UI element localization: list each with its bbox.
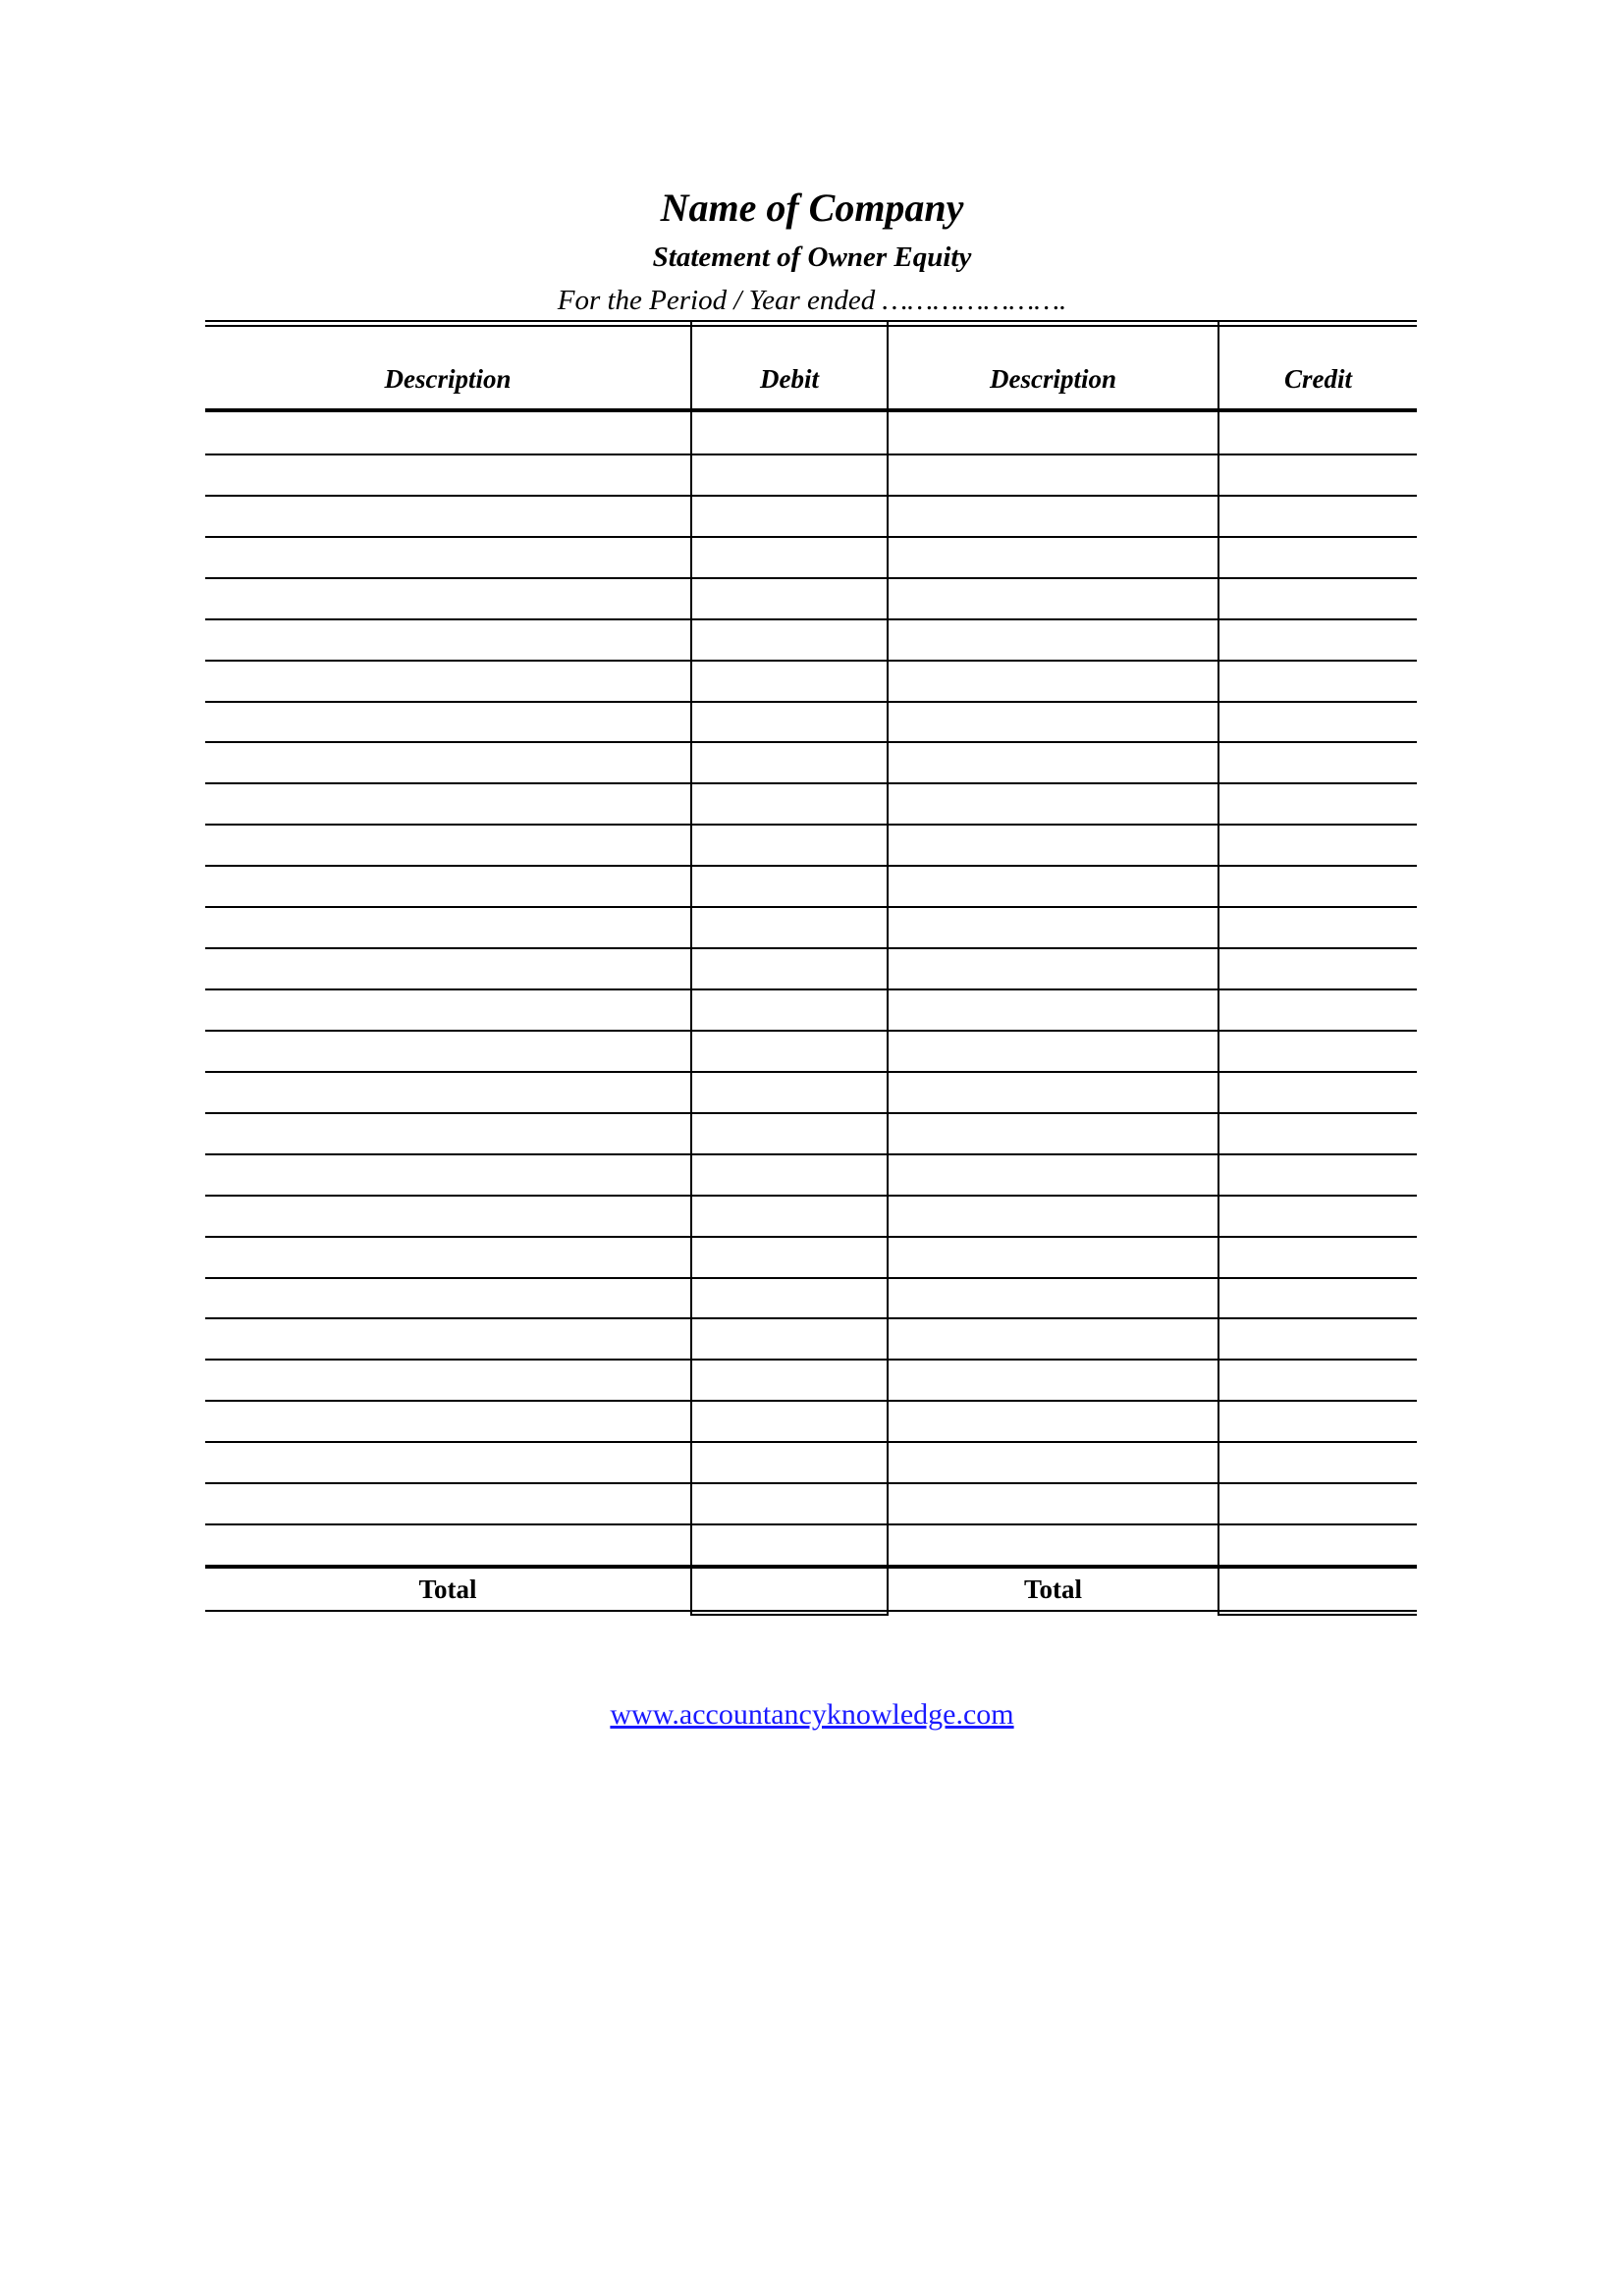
ledger-table	[205, 320, 1417, 1616]
row-rule	[205, 741, 1417, 743]
row-rule	[205, 865, 1417, 867]
row-rule	[205, 1112, 1417, 1114]
total-label-right: Total	[1023, 1575, 1083, 1604]
row-rule	[205, 1277, 1417, 1279]
row-rule	[205, 1071, 1417, 1073]
website-link[interactable]: www.accountancyknowledge.com	[610, 1698, 1014, 1731]
period-line: For the Period / Year ended ………………….	[557, 285, 1067, 316]
website-footer	[0, 1696, 1624, 1734]
row-rule	[205, 947, 1417, 949]
column-divider-2	[887, 320, 889, 1616]
row-rule	[205, 1441, 1417, 1443]
row-rule	[205, 701, 1417, 703]
row-rule	[205, 577, 1417, 579]
row-rule	[205, 1317, 1417, 1319]
row-rule	[205, 1400, 1417, 1402]
row-rule	[205, 618, 1417, 620]
row-rule	[205, 824, 1417, 826]
row-rule	[205, 1359, 1417, 1361]
row-rule	[205, 1030, 1417, 1032]
row-rule	[205, 1523, 1417, 1525]
column-divider-3	[1218, 320, 1219, 1616]
total-bottom-rule	[205, 1610, 1417, 1612]
row-rule	[205, 1482, 1417, 1484]
company-name: Name of Company	[660, 186, 964, 230]
row-rule	[205, 536, 1417, 538]
total-label-left: Total	[418, 1575, 477, 1604]
row-rule	[205, 782, 1417, 784]
table-top-rule	[205, 320, 1417, 322]
column-header-description-left: Description	[384, 364, 512, 394]
column-header-description-right: Description	[989, 364, 1116, 394]
statement-title: Statement of Owner Equity	[652, 241, 972, 273]
column-header-debit: Debit	[760, 364, 819, 394]
credit-total-double-rule	[1218, 1614, 1417, 1616]
row-rule	[205, 454, 1417, 455]
column-header-credit: Credit	[1283, 364, 1352, 394]
row-rule	[205, 1195, 1417, 1197]
row-rule	[205, 660, 1417, 662]
table-top-rule-inner	[205, 325, 1417, 327]
column-divider-1	[690, 320, 692, 1616]
row-rule	[205, 988, 1417, 990]
row-rule	[205, 1236, 1417, 1238]
debit-total-double-rule	[690, 1614, 889, 1616]
row-rule	[205, 906, 1417, 908]
row-rule	[205, 1153, 1417, 1155]
header-bottom-rule	[205, 408, 1417, 412]
row-rule	[205, 495, 1417, 497]
